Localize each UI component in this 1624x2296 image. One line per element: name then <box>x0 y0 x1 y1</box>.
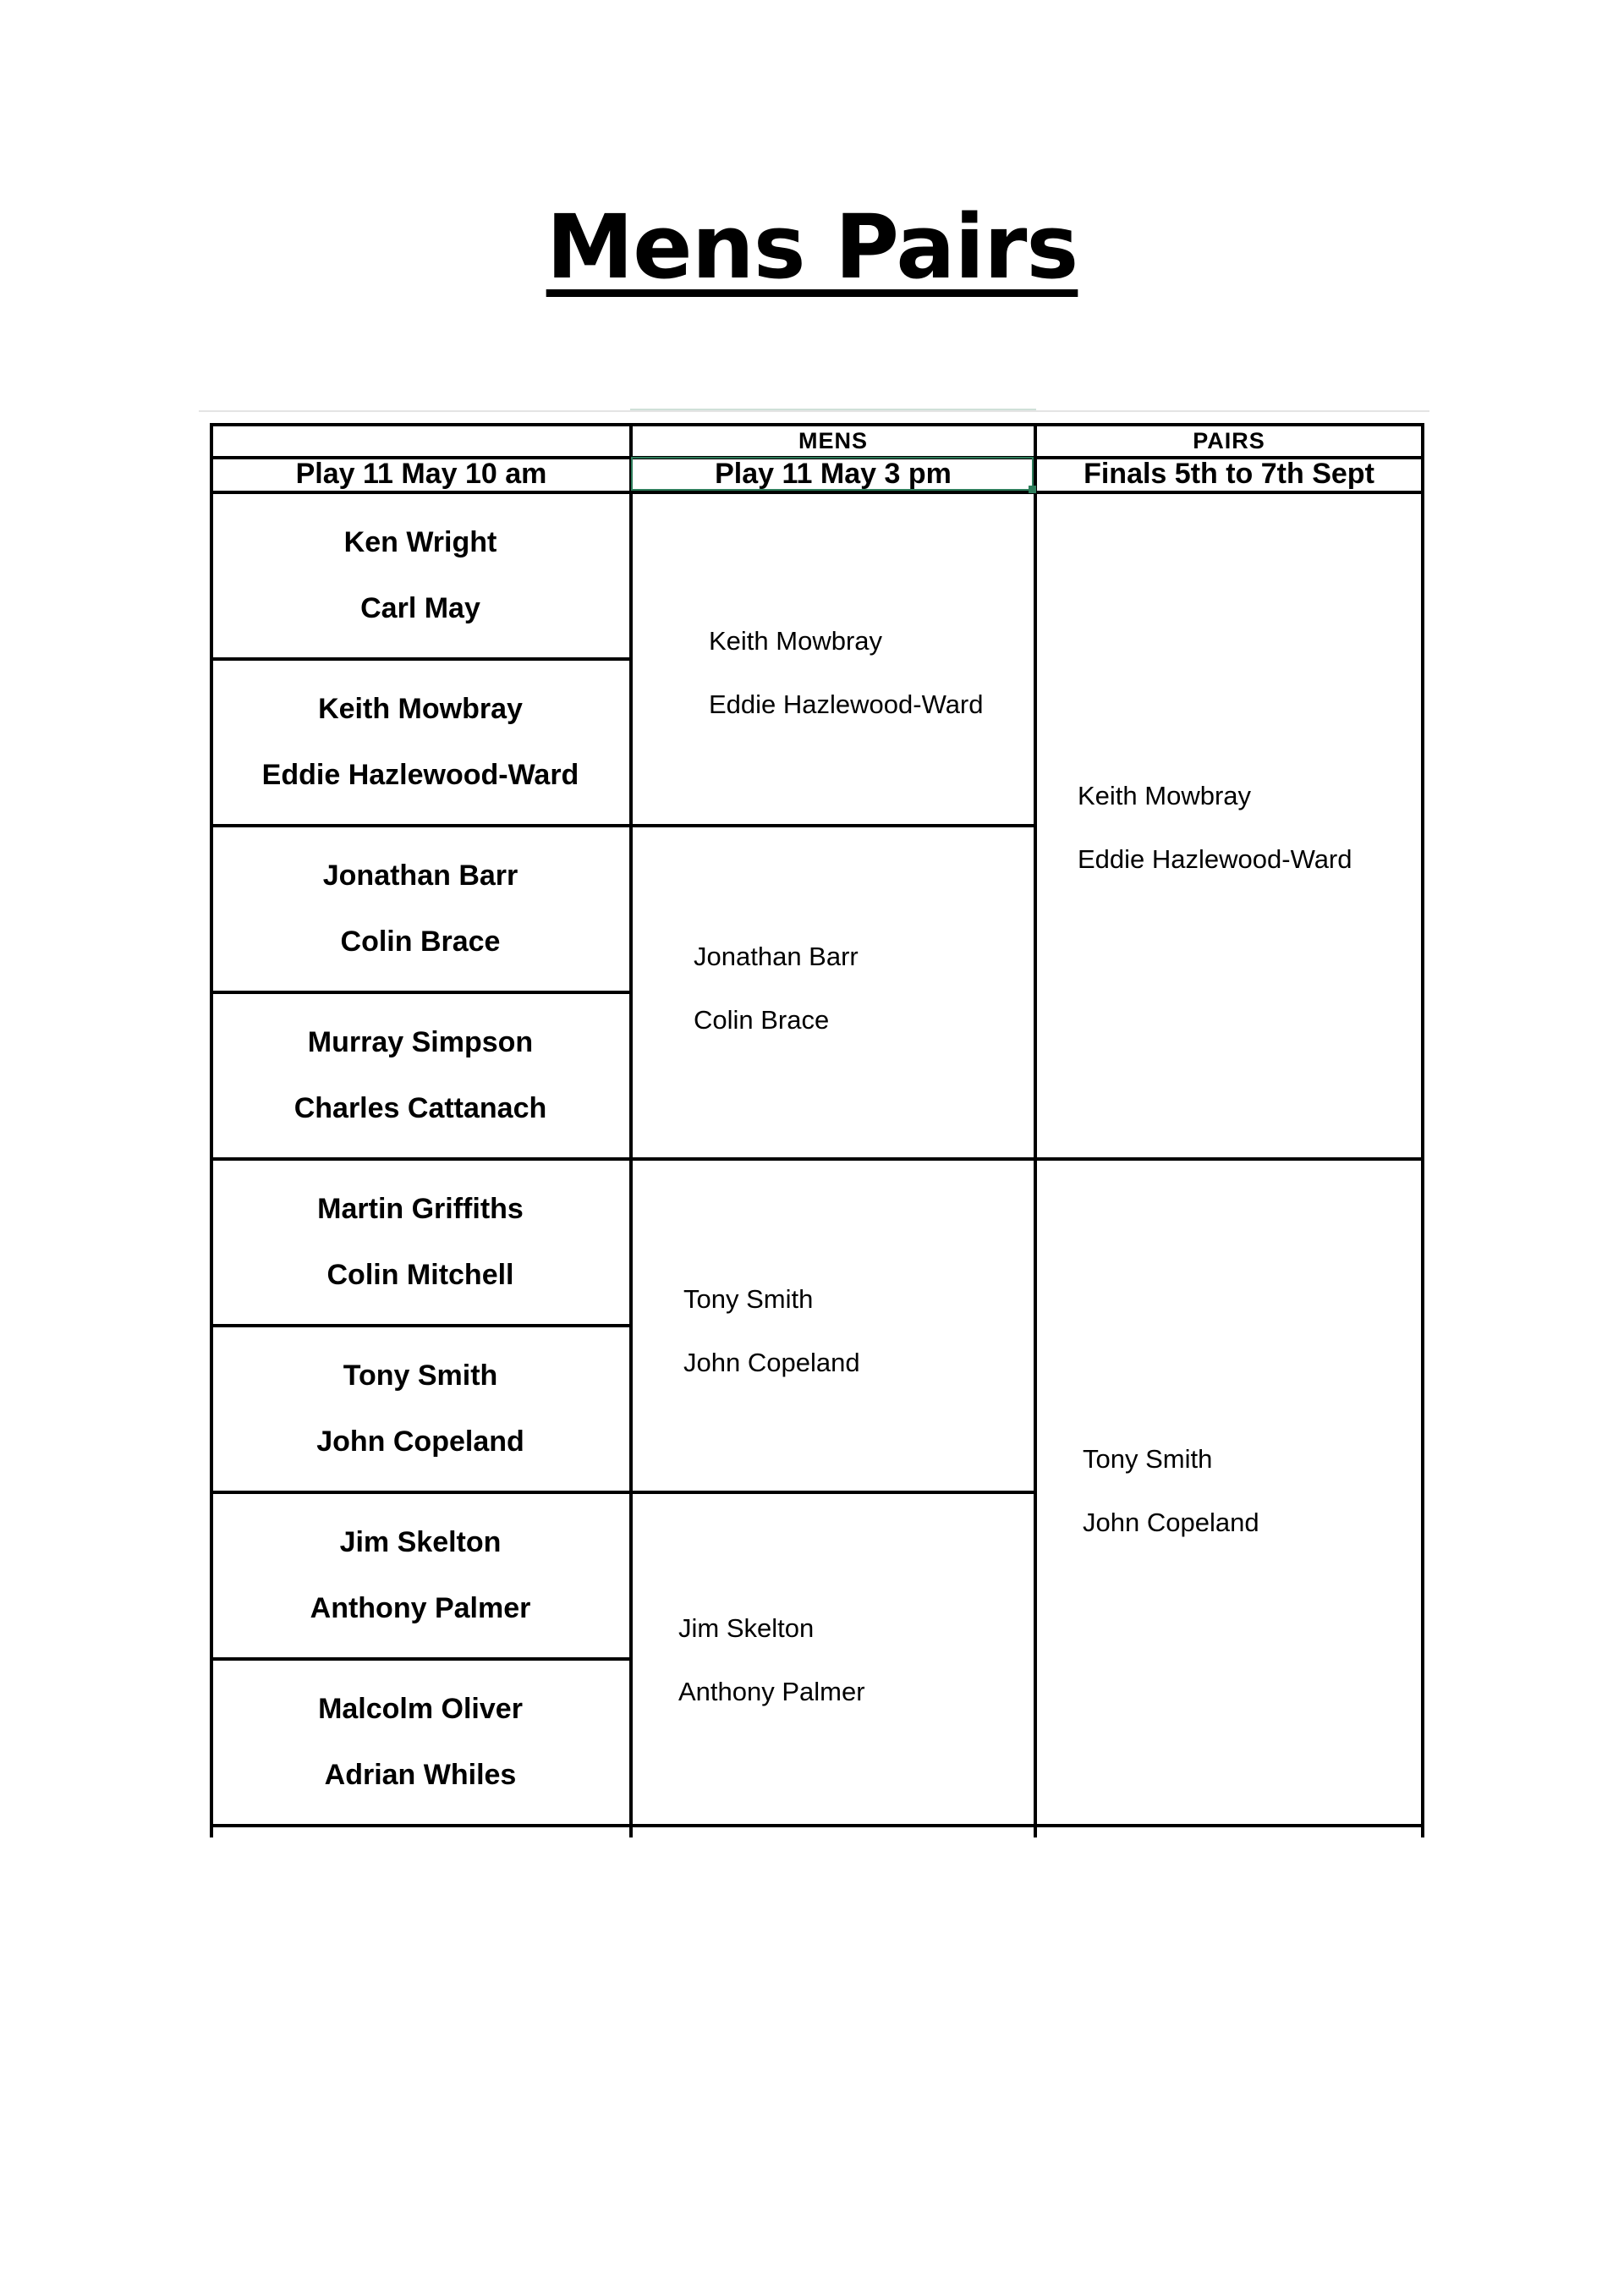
table-border-left <box>210 423 213 1837</box>
r1-pair1-player2: Carl May <box>360 592 480 624</box>
final-pair1-player2: Eddie Hazlewood-Ward <box>1078 844 1352 874</box>
r1-pair7-player2: Anthony Palmer <box>310 1592 531 1624</box>
r1-divider <box>210 1491 1037 1494</box>
column-divider-2 <box>1034 423 1037 1837</box>
r2-pair4-player1: Jim Skelton <box>678 1613 815 1643</box>
r1-pair4-player1: Murray Simpson <box>307 1026 534 1058</box>
faint-rule <box>199 410 1429 412</box>
r2-pair1-player1: Keith Mowbray <box>709 626 883 656</box>
r1-pair6-player2: John Copeland <box>316 1425 524 1458</box>
r1-pair2-player2: Eddie Hazlewood-Ward <box>261 759 579 791</box>
r2-pair3-player2: John Copeland <box>683 1348 860 1377</box>
header-mens: MENS <box>798 428 868 453</box>
r1-divider <box>210 991 631 994</box>
page-title: Mens Pairs <box>546 195 1078 299</box>
final-pair1-player1: Keith Mowbray <box>1078 781 1252 810</box>
header-pairs: PAIRS <box>1193 428 1265 453</box>
r1-divider <box>210 1657 631 1661</box>
table-border-top <box>210 423 1424 426</box>
r1-pair5-player2: Colin Mitchell <box>326 1259 514 1291</box>
header-round2: Play 11 May 3 pm <box>715 458 952 490</box>
r2-pair3-player1: Tony Smith <box>683 1284 814 1314</box>
r1-pair3-player2: Colin Brace <box>340 926 501 958</box>
header-bottom <box>210 491 1424 494</box>
r2-pair2-player1: Jonathan Barr <box>694 942 859 971</box>
r1-pair4-player2: Charles Cattanach <box>294 1092 547 1124</box>
cell-selection-handle <box>1029 486 1036 493</box>
column-divider-1 <box>629 423 633 1837</box>
r2-pair4-player2: Anthony Palmer <box>678 1677 865 1706</box>
r1-pair8-player2: Adrian Whiles <box>324 1759 517 1791</box>
r1-pair7-player1: Jim Skelton <box>339 1526 502 1558</box>
r1-pair3-player1: Jonathan Barr <box>322 860 518 892</box>
r1-divider <box>210 1157 1424 1161</box>
table-border-bottom <box>210 1824 1424 1827</box>
r2-pair2-player2: Colin Brace <box>694 1005 830 1035</box>
r1-pair2-player1: Keith Mowbray <box>318 693 523 725</box>
cell-selection-box <box>631 457 1034 491</box>
r1-pair1-player1: Ken Wright <box>343 526 497 558</box>
header-finals: Finals 5th to 7th Sept <box>1084 458 1374 490</box>
r1-divider <box>210 657 631 661</box>
r1-divider <box>210 824 1037 827</box>
header-round1: Play 11 May 10 am <box>295 458 547 490</box>
r1-divider <box>210 1324 631 1327</box>
final-pair2-player2: John Copeland <box>1083 1508 1259 1537</box>
table-border-right <box>1421 423 1424 1837</box>
r1-pair6-player1: Tony Smith <box>343 1359 498 1392</box>
r1-pair8-player1: Malcolm Oliver <box>318 1693 523 1725</box>
faint-rule-top <box>630 409 1036 410</box>
r1-pair5-player1: Martin Griffiths <box>317 1193 524 1225</box>
r2-pair1-player2: Eddie Hazlewood-Ward <box>709 689 984 719</box>
final-pair2-player1: Tony Smith <box>1083 1444 1213 1474</box>
